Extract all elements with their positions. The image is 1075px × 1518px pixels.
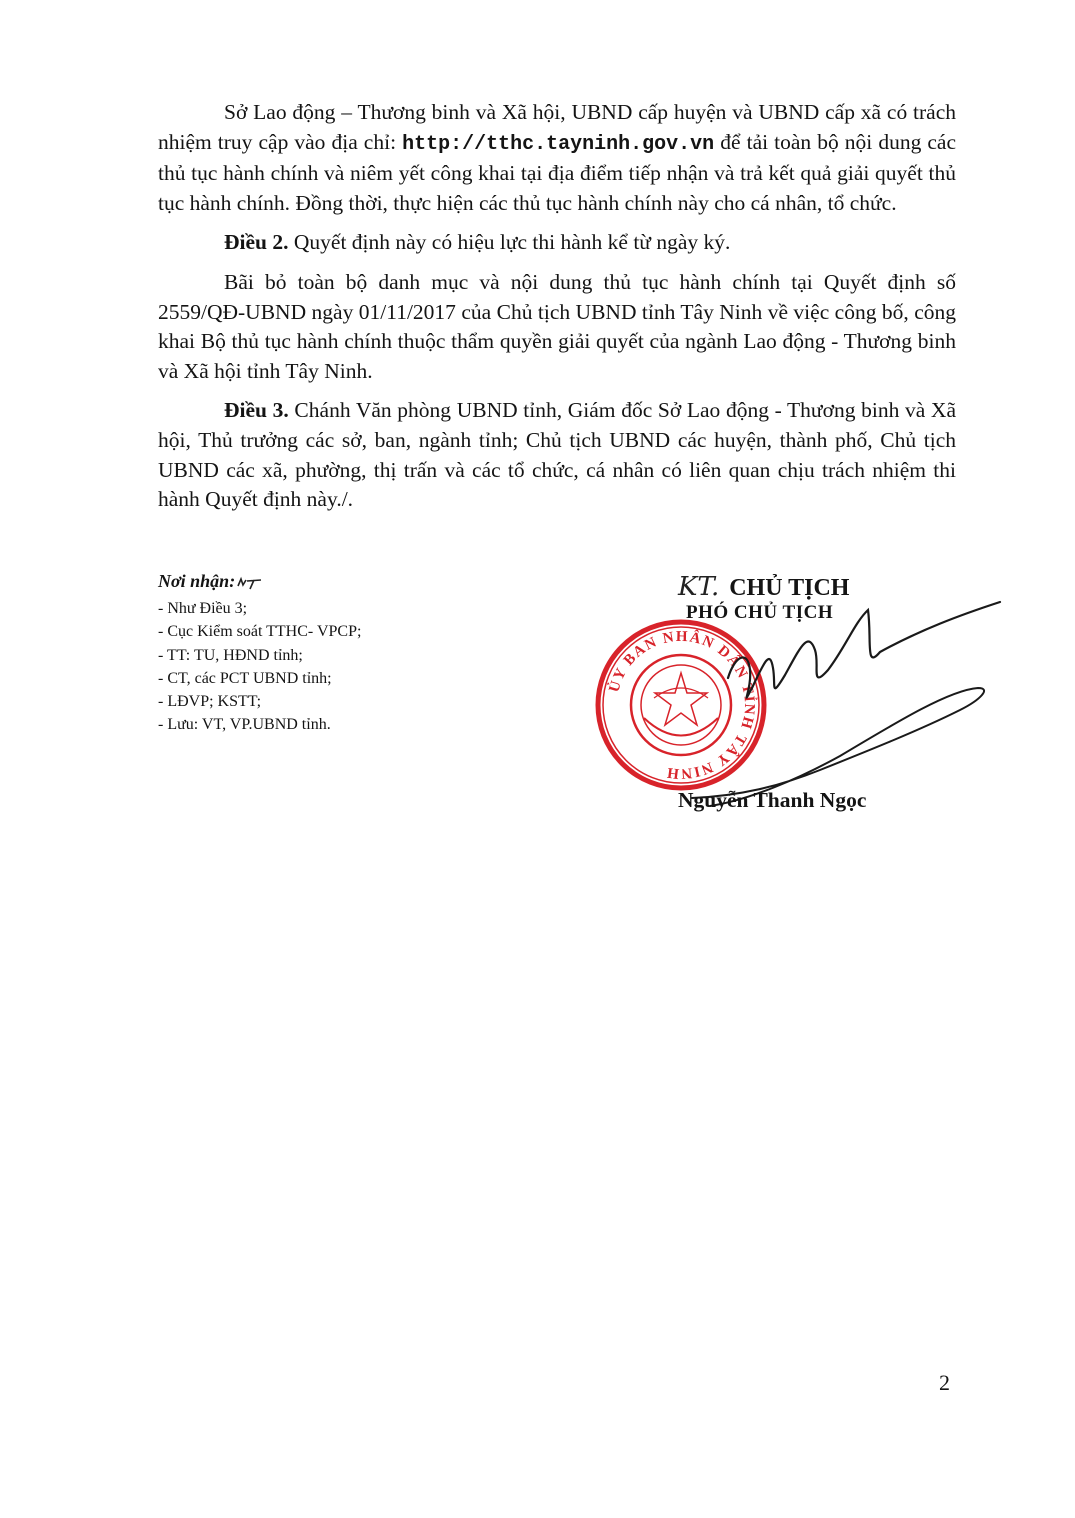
chairman-title: CHỦ TỊCH — [729, 575, 850, 601]
signer-name: Nguyễn Thanh Ngọc — [678, 788, 867, 812]
recipient-item: - Như Điều 3; — [158, 600, 248, 617]
article-2-label: Điều 2. — [224, 230, 289, 255]
paragraph-repeal: Bãi bỏ toàn bộ danh mục và nội dung thủ tục hành chính tại Quyết định số 2559/QĐ-UBND ngày 01/11/2017 của Chủ tịch UBND tỉnh Tây Ninh về việc công bố, công khai Bộ thủ tục hành chính thuộc thẩm quyền giải quyết của ngành Lao động - Thương binh và Xã hội tỉnh Tây Ninh. — [158, 269, 956, 383]
recipients-block — [158, 570, 518, 737]
article-3-label: Điều 3. — [224, 398, 289, 423]
recipient-item: - Lưu: VT, VP.UBND tỉnh. — [158, 716, 331, 734]
article-2: Điều 2. Quyết định này có hiệu lực thi hành kể từ ngày ký. — [224, 230, 731, 255]
document-body — [158, 98, 956, 525]
page-number: 2 — [939, 1370, 950, 1395]
recipient-item: - LĐVP; KSTT; — [158, 693, 262, 711]
recipient-item: - Cục Kiểm soát TTHC- VPCP; — [158, 623, 362, 641]
deputy-title: PHÓ CHỦ TỊCH — [686, 602, 834, 623]
recipient-item: - CT, các PCT UBND tỉnh; — [158, 669, 332, 687]
kt-handwritten: KT. — [678, 572, 720, 602]
initials-mark-icon — [237, 576, 263, 590]
seal-text: ỦY BAN NHÂN DÂN TỈNH TÂY NINH — [606, 628, 758, 782]
portal-url[interactable]: http://tthc.tayninh.gov.vn — [402, 132, 715, 156]
article-3: Điều 3. Chánh Văn phòng UBND tỉnh, Giám đốc Sở Lao động - Thương binh và Xã hội, Thủ trưởng các sở, ban, ngành tỉnh; Chủ tịch UBND các huyện, thành phố, Chủ tịch UBND các xã, phường, thị trấn và các tổ chức, cá nhân có liên quan chịu trách nhiệm thi hành Quyết định này./. — [158, 398, 956, 512]
recipients-title: Nơi nhận: — [158, 570, 518, 593]
recipient-item: - TT: TU, HĐND tỉnh; — [158, 646, 303, 664]
signature-block — [580, 560, 1040, 840]
paragraph-responsibility: Sở Lao động – Thương binh và Xã hội, UBND cấp huyện và UBND cấp xã có trách nhiệm truy cập vào địa chỉ: http://tthc.tayninh.gov.vn để tải toàn bộ nội dung các thủ tục hành chính và niêm yết công khai tại địa điểm tiếp nhận và trả kết quả giải quyết thủ tục hành chính. Đồng thời, thực hiện các thủ tục hành chính này cho cá nhân, tổ chức. — [158, 100, 956, 215]
